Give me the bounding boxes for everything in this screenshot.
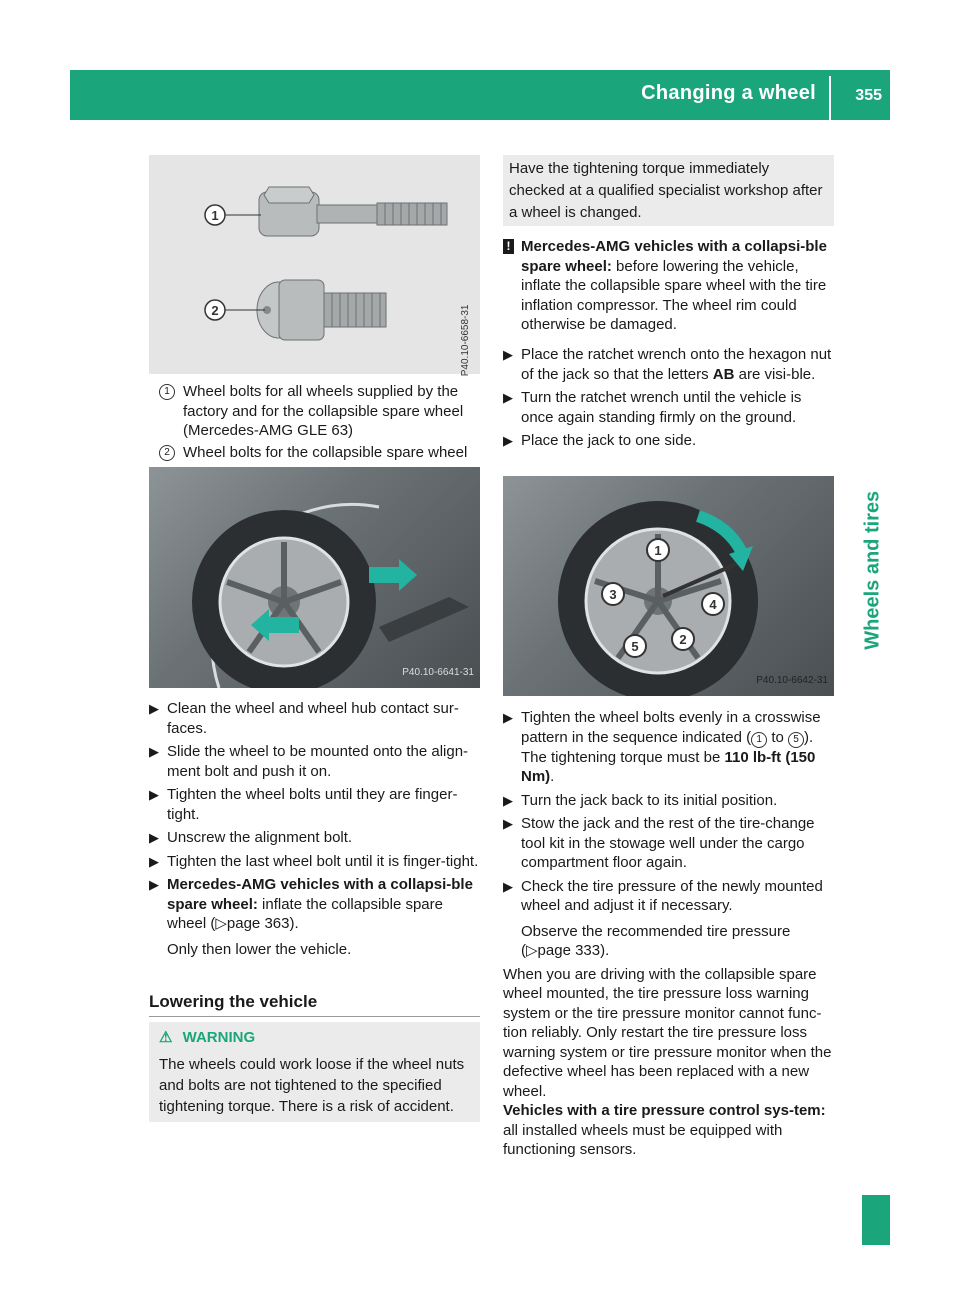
bolt-2 bbox=[205, 280, 386, 340]
step-text: ). The tightening torque must be bbox=[521, 728, 814, 766]
step-item bbox=[149, 742, 484, 781]
step-item bbox=[149, 699, 484, 738]
arrow-right-icon: ▶ bbox=[149, 830, 159, 845]
arrow-right-icon: ▶ bbox=[503, 433, 513, 448]
step-text: inflate the collapsible spare wheel ( bbox=[167, 895, 443, 932]
notice-item bbox=[503, 237, 838, 335]
figure-credit: P40.10-6641-31 bbox=[402, 666, 474, 678]
svg-text:5: 5 bbox=[631, 639, 639, 654]
arrow-right-icon: ▶ bbox=[503, 878, 513, 894]
callout-number: 1 bbox=[751, 732, 767, 748]
step-text: Tighten the last wheel bolt until it is finger-tight. bbox=[167, 852, 479, 870]
paragraph-bold: Vehicles with a tire pressure control sys-tem: bbox=[503, 1102, 826, 1119]
warning-label: WARNING bbox=[182, 1029, 256, 1046]
callout-number: 1 bbox=[159, 384, 175, 400]
svg-text:1: 1 bbox=[211, 208, 219, 223]
side-tab bbox=[859, 490, 890, 660]
wheel-bolts-illustration bbox=[149, 155, 480, 374]
page-reference-link[interactable]: page 363 bbox=[226, 915, 290, 932]
step-bold: Mercedes-AMG vehicles with a collapsi-ble spare wheel: bbox=[167, 876, 473, 913]
arrow-right-icon: ▶ bbox=[503, 390, 513, 405]
tightening-pattern-illustration bbox=[503, 476, 834, 696]
warning-triangle-icon: ⚠ bbox=[159, 1029, 173, 1046]
step-text: . bbox=[550, 768, 555, 785]
notice-bold: Mercedes-AMG vehicles with a collapsi-ble spare wheel: bbox=[521, 238, 827, 275]
triangle-right-icon: ▷ bbox=[526, 942, 538, 959]
caption-text: Wheel bolts for the collapsible spare wheel bbox=[183, 443, 468, 461]
paragraph: When you are driving with the collapsible spare wheel mounted, the tire pressure loss warning system or the tire pressure monitor cannot func-tion reliably. Only restart the tire pressure loss warning system or tire pressure monitor when the defective wheel has been replaced with a new wheel. bbox=[503, 965, 832, 1100]
torque-value: 110 lb-ft (150 Nm) bbox=[521, 748, 816, 785]
left-steps bbox=[149, 699, 484, 963]
step-text: Check the tire pressure of the newly mounted wheel and adjust it if necessary. bbox=[521, 877, 823, 914]
step-item bbox=[503, 708, 838, 787]
caption-item bbox=[159, 382, 484, 441]
arrow-right-icon: ▶ bbox=[503, 816, 513, 831]
step-text: Stow the jack and the rest of the tire-change tool kit in the stowage well under the cargo compartment floor again. bbox=[521, 815, 815, 871]
info-box bbox=[503, 155, 834, 226]
warning-header bbox=[159, 1028, 255, 1048]
figure-tightening-pattern bbox=[503, 476, 834, 696]
page-header bbox=[70, 70, 890, 120]
arrow-right-icon: ▶ bbox=[149, 877, 159, 892]
page-number: 355 bbox=[855, 87, 882, 104]
step-item bbox=[503, 877, 838, 961]
notice-text: before lowering the vehicle, inflate the collapsible spare wheel with the tire inflation compressor. The wheel rim could otherwise be damaged. bbox=[521, 257, 827, 333]
figure-wheel-mounting bbox=[149, 467, 480, 688]
figure-credit: P40.10-6658-31 bbox=[460, 304, 472, 376]
step-text: Place the ratchet wrench onto the hexagon nut of the jack so that the letters bbox=[521, 346, 832, 383]
paragraph bbox=[503, 1101, 838, 1160]
step-text: are visi-ble. bbox=[734, 365, 816, 383]
step-note: Only then lower the vehicle. bbox=[167, 940, 352, 958]
svg-text:4: 4 bbox=[709, 597, 717, 612]
step-text: Tighten the wheel bolts until they are finger-tight. bbox=[167, 786, 458, 823]
figure1-captions bbox=[159, 382, 484, 464]
step-note bbox=[521, 922, 838, 961]
svg-text:2: 2 bbox=[211, 303, 219, 318]
warning-text: The wheels could work loose if the wheel nuts and bolts are not tightened to the specified tightening torque. There is a risk of accident. bbox=[159, 1056, 465, 1115]
step-item bbox=[503, 345, 838, 384]
page-reference-link[interactable]: page 333 bbox=[537, 942, 601, 959]
step-text: to bbox=[767, 728, 789, 746]
step-item bbox=[503, 791, 838, 811]
step-text: Clean the wheel and wheel hub contact sur-faces. bbox=[167, 700, 459, 737]
step-text: Slide the wheel to be mounted onto the align-ment bolt and push it on. bbox=[167, 743, 469, 780]
caption-text: Wheel bolts for all wheels supplied by the factory and for the collapsible spare wheel (Mercedes-AMG GLE 63) bbox=[183, 383, 464, 439]
callout-number: 5 bbox=[788, 732, 804, 748]
step-text: Place the jack to one side. bbox=[521, 432, 697, 449]
step-item bbox=[149, 852, 484, 872]
arrow-right-icon: ▶ bbox=[503, 710, 513, 725]
svg-text:2: 2 bbox=[679, 632, 687, 647]
paragraph-text: all installed wheels must be equipped with functioning sensors. bbox=[503, 1121, 783, 1158]
arrow-right-icon: ▶ bbox=[503, 792, 513, 808]
info-text: Have the tightening torque immediately checked at a qualified specialist workshop after a wheel is changed. bbox=[509, 160, 823, 221]
step-item bbox=[503, 431, 838, 451]
arrow-right-icon: ▶ bbox=[149, 787, 159, 802]
figure-wheel-bolts bbox=[149, 155, 480, 374]
arrow-right-icon: ▶ bbox=[149, 744, 159, 759]
warning-box bbox=[149, 1022, 480, 1122]
caption-item bbox=[159, 443, 484, 463]
section-title: Lowering the vehicle bbox=[149, 992, 318, 1011]
section-rule bbox=[149, 1016, 480, 1017]
callout-number: 2 bbox=[159, 445, 175, 461]
svg-text:1: 1 bbox=[654, 543, 662, 558]
right-steps-a bbox=[503, 345, 838, 455]
arrow-right-icon: ▶ bbox=[503, 347, 513, 362]
wheel-mounting-illustration bbox=[149, 467, 480, 688]
step-text: Turn the jack back to its initial position. bbox=[521, 791, 778, 809]
notice bbox=[503, 237, 838, 335]
figure-credit: P40.10-6642-31 bbox=[756, 674, 828, 686]
step-text: ). bbox=[600, 942, 610, 959]
right-steps-b bbox=[503, 708, 838, 1160]
arrow-right-icon: ▶ bbox=[149, 701, 159, 716]
arrow-right-icon: ▶ bbox=[149, 853, 159, 869]
step-text: ). bbox=[289, 915, 299, 932]
step-item bbox=[503, 388, 838, 427]
side-marker bbox=[862, 1195, 890, 1245]
step-text: Turn the ratchet wrench until the vehicle is once again standing firmly on the ground. bbox=[521, 389, 802, 426]
step-text: Observe the recommended tire pressure ( bbox=[521, 922, 791, 959]
step-item bbox=[503, 814, 838, 873]
step-item bbox=[149, 828, 484, 848]
step-item bbox=[149, 785, 484, 824]
step-text: Unscrew the alignment bolt. bbox=[167, 829, 353, 846]
side-tab-label: Wheels and tires bbox=[861, 490, 884, 650]
triangle-right-icon: ▷ bbox=[215, 915, 227, 932]
exclamation-icon: ! bbox=[503, 239, 514, 254]
header-divider bbox=[829, 76, 831, 120]
bolt-1 bbox=[205, 187, 447, 236]
chapter-title: Changing a wheel bbox=[641, 82, 816, 104]
step-text: Tighten the wheel bolts evenly in a crosswise pattern in the sequence indicated ( bbox=[521, 709, 821, 746]
svg-text:3: 3 bbox=[609, 587, 617, 602]
step-bold: AB bbox=[712, 365, 735, 383]
step-item-amg bbox=[149, 875, 484, 959]
